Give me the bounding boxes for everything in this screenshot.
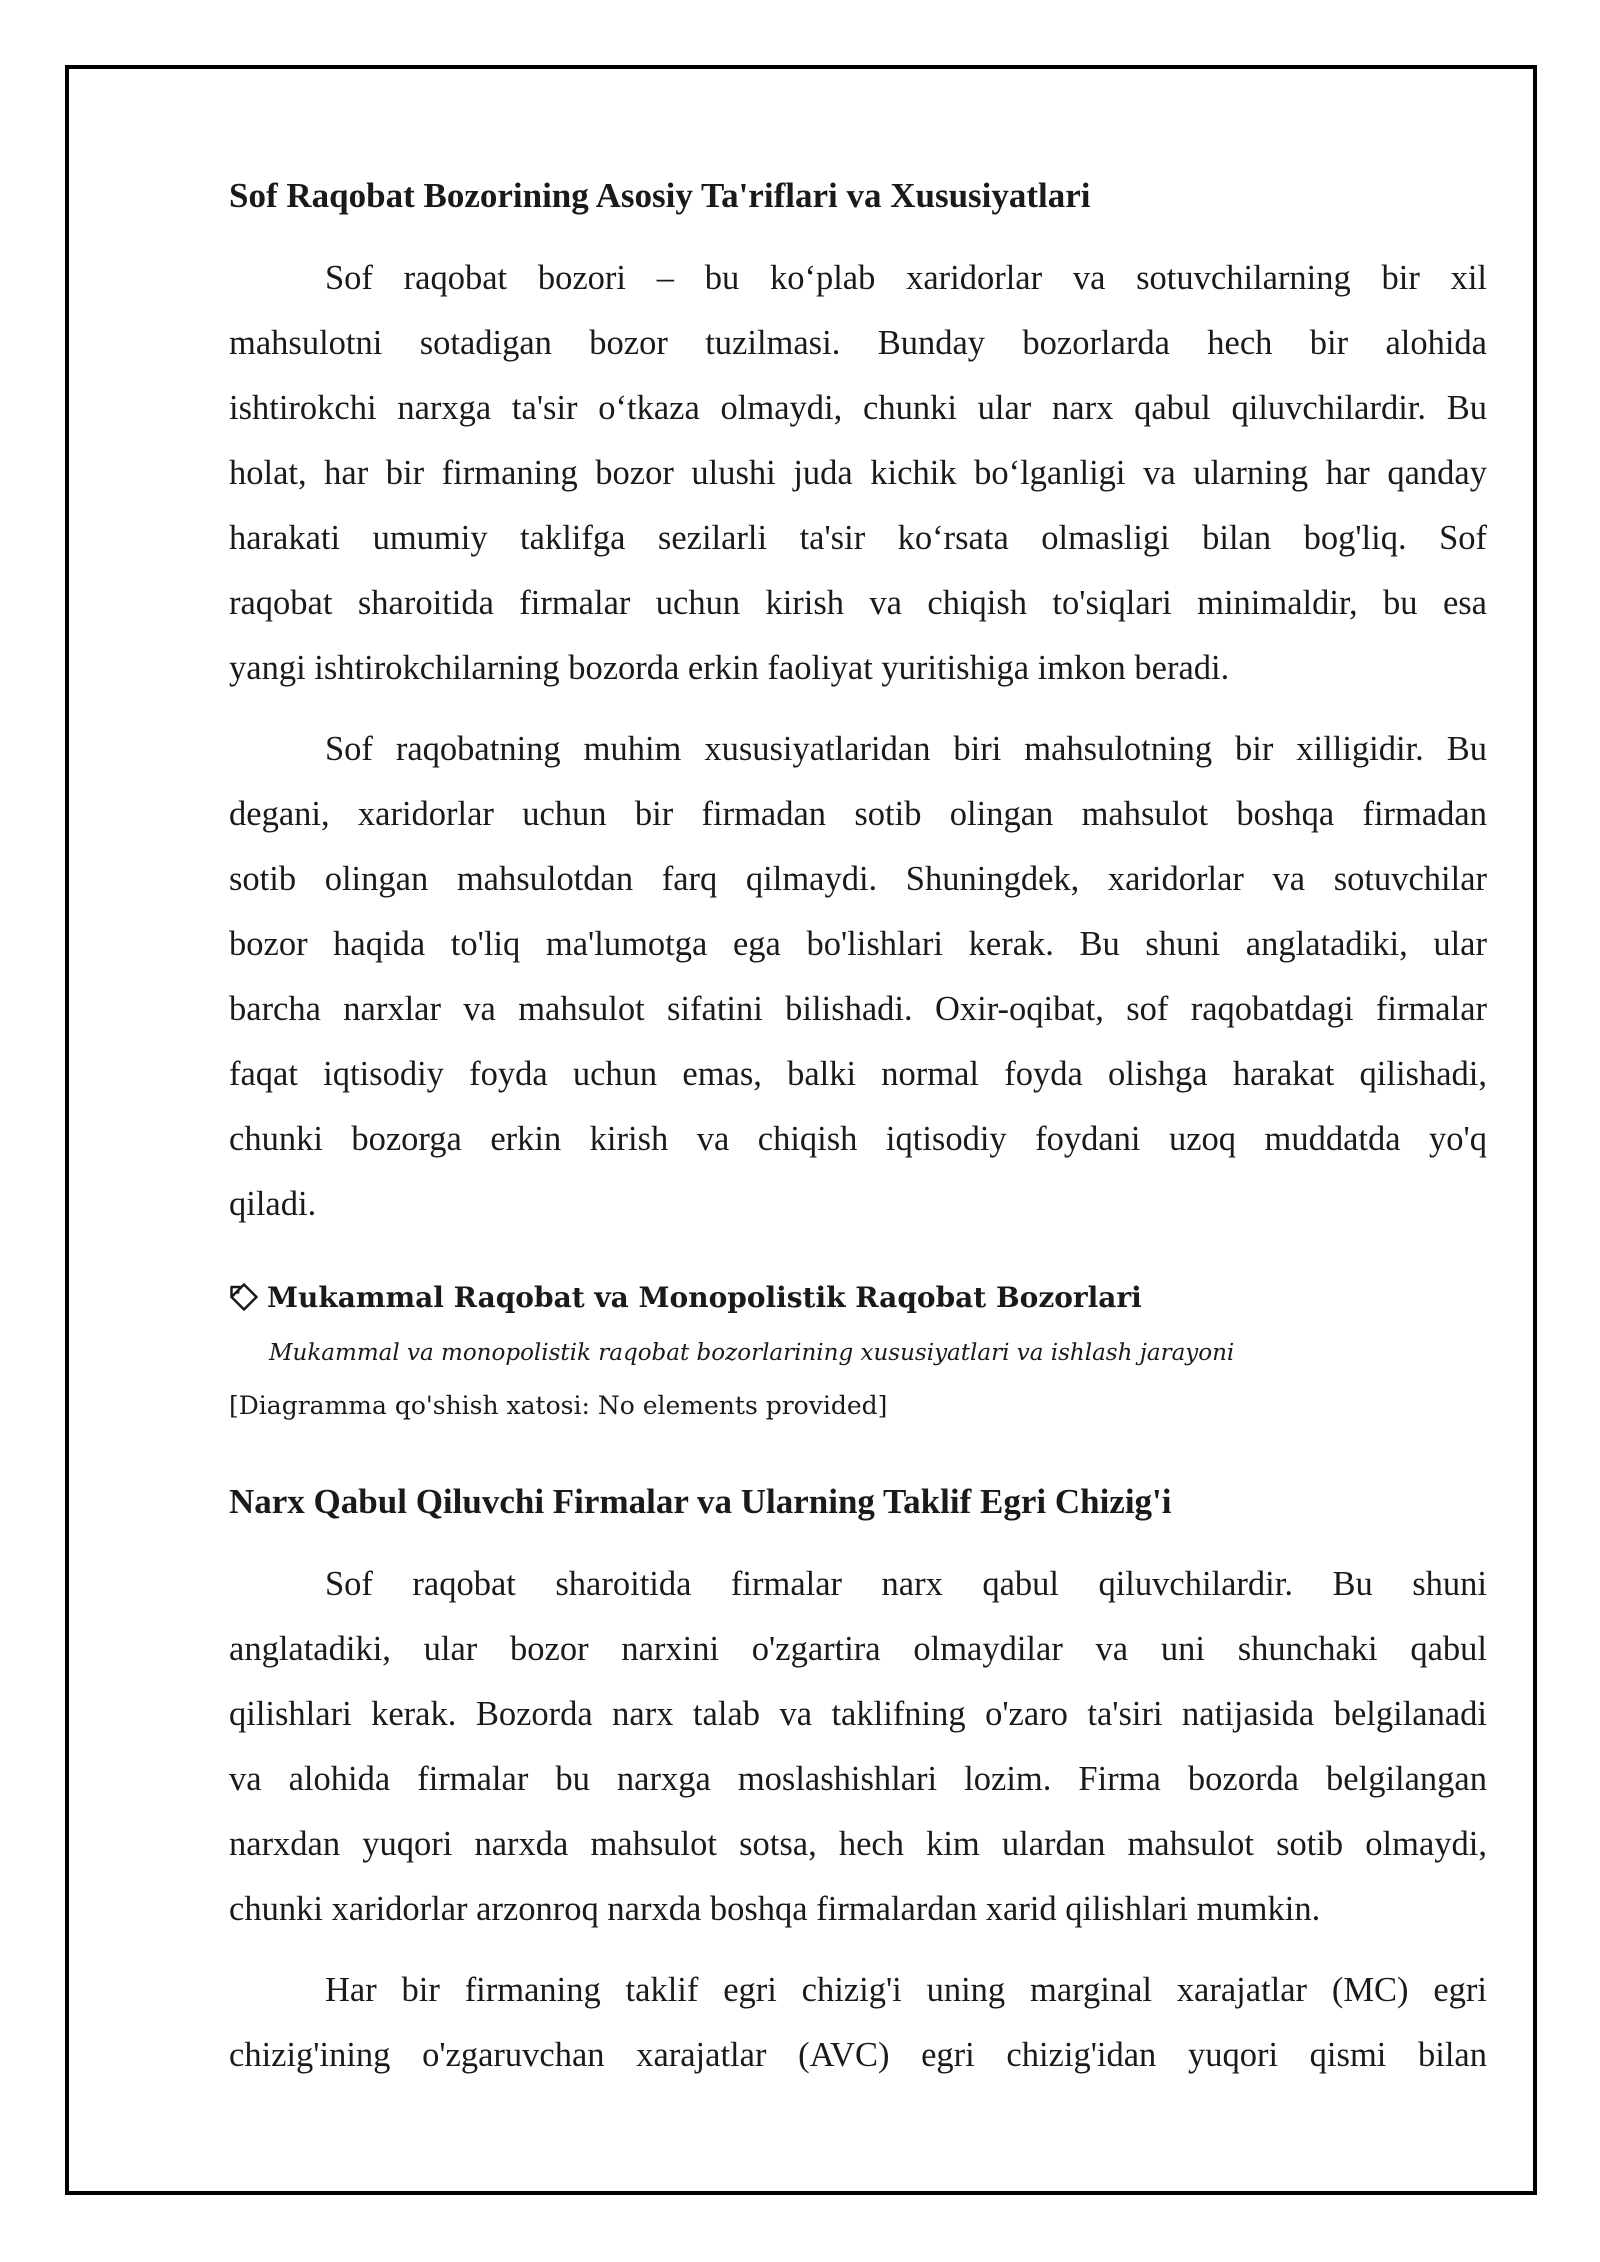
paragraph-line: faqat iqtisodiy foyda uchun emas, balki normal foyda olishga harakat qilishadi, xyxy=(229,1055,1487,1093)
paragraph-line: anglatadiki, ular bozor narxini o'zgartira olmaydilar va uni shunchaki qabul xyxy=(229,1630,1487,1668)
paragraph-line: Har bir firmaning taklif egri chizig'i uning marginal xarajatlar (MC) egri xyxy=(325,1971,1487,2009)
paragraph-line: va alohida firmalar bu narxga moslashishlari lozim. Firma bozorda belgilangan xyxy=(229,1760,1487,1798)
paragraph-line: barcha narxlar va mahsulot sifatini bilishadi. Oxir-oqibat, sof raqobatdagi firmalar xyxy=(229,990,1487,1028)
paragraph-line: holat, har bir firmaning bozor ulushi juda kichik bo‘lganligi va ularning har qanday xyxy=(229,454,1487,492)
tag-icon xyxy=(229,1282,259,1312)
paragraph-line: mahsulotni sotadigan bozor tuzilmasi. Bunday bozorlarda hech bir alohida xyxy=(229,324,1487,362)
paragraph-line: ishtirokchi narxga ta'sir o‘tkaza olmaydi, chunki ular narx qabul qiluvchilardir. Bu xyxy=(229,389,1487,427)
paragraph-line: yangi ishtirokchilarning bozorda erkin faoliyat yuritishiga imkon beradi. xyxy=(229,649,1230,687)
paragraph-line: harakati umumiy taklifga sezilarli ta'sir ko‘rsata olmasligi bilan bog'liq. Sof xyxy=(229,519,1487,557)
diagram-title xyxy=(229,1280,1142,1316)
paragraph-line: Sof raqobat sharoitida firmalar narx qabul qiluvchilardir. Bu shuni xyxy=(325,1565,1487,1603)
diagram-subtitle: Mukammal va monopolistik raqobat bozorlarining xususiyatlari va ishlash jarayoni xyxy=(269,1340,1235,1366)
paragraph-line: sotib olingan mahsulotdan farq qilmaydi. Shuningdek, xaridorlar va sotuvchilar xyxy=(229,860,1487,898)
paragraph-line: bozor haqida to'liq ma'lumotga ega bo'lishlari kerak. Bu shuni anglatadiki, ular xyxy=(229,925,1487,963)
paragraph-2 xyxy=(229,717,1487,1237)
section-heading-1: Sof Raqobat Bozorining Asosiy Ta'riflari va Xususiyatlari xyxy=(229,176,1091,215)
section-heading-2: Narx Qabul Qiluvchi Firmalar va Ularning Taklif Egri Chizig'i xyxy=(229,1482,1172,1521)
paragraph-line: degani, xaridorlar uchun bir firmadan sotib olingan mahsulot boshqa firmadan xyxy=(229,795,1487,833)
paragraph-line: chizig'ining o'zgaruvchan xarajatlar (AVC) egri chizig'idan yuqori qismi bilan xyxy=(229,2036,1487,2074)
paragraph-line: narxdan yuqori narxda mahsulot sotsa, hech kim ulardan mahsulot sotib olmaydi, xyxy=(229,1825,1487,1863)
paragraph-line: raqobat sharoitida firmalar uchun kirish va chiqish to'siqlari minimaldir, bu esa xyxy=(229,584,1487,622)
paragraph-1 xyxy=(229,246,1487,701)
paragraph-line: chunki xaridorlar arzonroq narxda boshqa firmalardan xarid qilishlari mumkin. xyxy=(229,1890,1321,1928)
paragraph-4 xyxy=(229,1958,1487,2088)
diagram-error-message: [Diagramma qo'shish xatosi: No elements provided] xyxy=(229,1391,888,1420)
paragraph-line: Sof raqobatning muhim xususiyatlaridan biri mahsulotning bir xilligidir. Bu xyxy=(325,730,1487,768)
paragraph-line: chunki bozorga erkin kirish va chiqish iqtisodiy foydani uzoq muddatda yo'q xyxy=(229,1120,1487,1158)
paragraph-line: qilishlari kerak. Bozorda narx talab va taklifning o'zaro ta'siri natijasida belgilanadi xyxy=(229,1695,1487,1733)
paragraph-line: qiladi. xyxy=(229,1185,317,1223)
paragraph-line: Sof raqobat bozori – bu ko‘plab xaridorlar va sotuvchilarning bir xil xyxy=(325,259,1487,297)
diagram-title-text: Mukammal Raqobat va Monopolistik Raqobat Bozorlari xyxy=(267,1281,1142,1314)
paragraph-3 xyxy=(229,1552,1487,1942)
